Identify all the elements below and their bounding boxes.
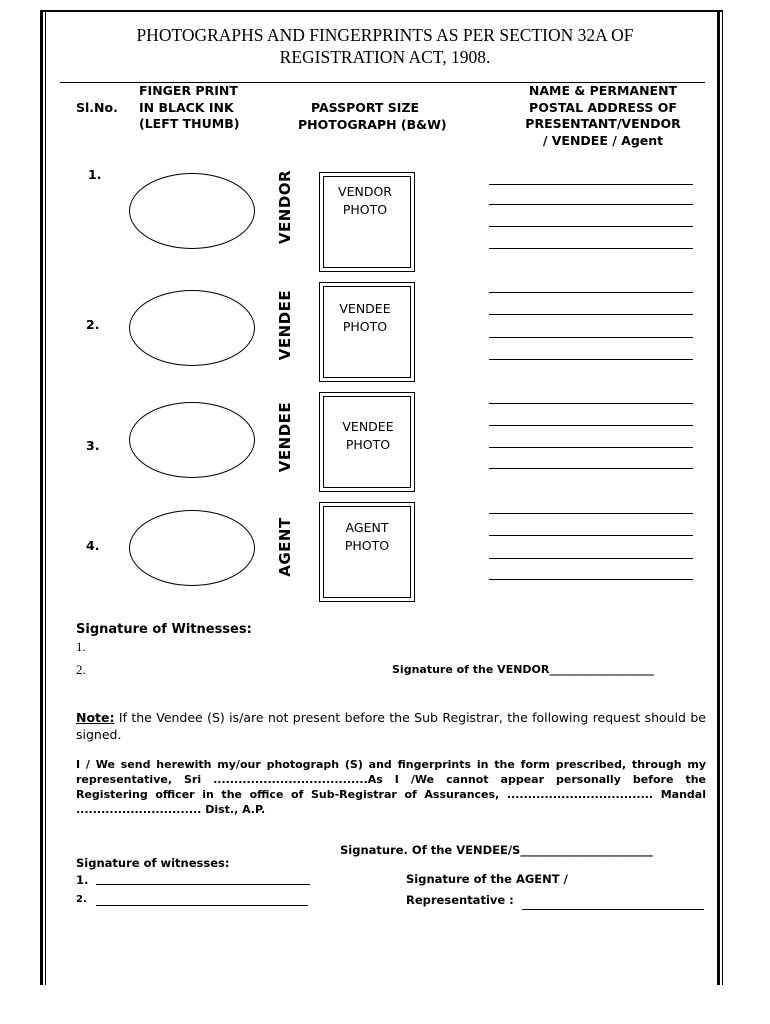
fingerprint-oval-2[interactable] — [129, 290, 255, 366]
row-2-number: 2. — [86, 317, 100, 332]
photo-box-4-text — [332, 519, 402, 554]
fingerprint-oval-3[interactable] — [129, 402, 255, 478]
address-line[interactable] — [489, 359, 693, 360]
request-paragraph: I / We send herewith my/our photograph (S) and fingerprints in the form prescribed, through my representative, Sri .....................................As I /We cannot appear personally before the Registering officer in the office of Sub-Registrar of Assurances, ................................... Mandal .............................. Dist., A.P. — [76, 758, 706, 816]
witness-2-1-line[interactable] — [96, 884, 310, 885]
page-title — [60, 24, 710, 68]
address-line[interactable] — [489, 204, 693, 205]
address-line[interactable] — [489, 513, 693, 514]
title-line-1: PHOTOGRAPHS AND FINGERPRINTS AS PER SECTION 32A OF — [136, 25, 634, 45]
photo-box-2-line-1: VENDEE — [339, 301, 391, 316]
agent-signature-line-2: Representative : — [406, 893, 514, 907]
page-frame-top — [40, 10, 723, 12]
header-photo — [298, 100, 447, 133]
header-photo-line-1: PASSPORT SIZE — [310, 100, 420, 115]
header-name-line-1: NAME & PERMANENT — [528, 83, 678, 98]
header-photo-line-2: PHOTOGRAPH (B&W) — [298, 116, 447, 132]
header-name-line-2: POSTAL ADDRESS OF — [529, 99, 677, 115]
header-fingerprint-line-2: IN BLACK INK — [139, 99, 234, 115]
row-1-number: 1. — [88, 167, 102, 182]
photo-box-4-line-1: AGENT — [345, 520, 389, 535]
photo-box-3-line-1: VENDEE — [342, 419, 394, 434]
photo-box-1-text — [330, 183, 400, 218]
address-line[interactable] — [489, 425, 693, 426]
witnesses-2-heading: Signature of witnesses: — [76, 856, 230, 870]
address-line[interactable] — [489, 447, 693, 448]
header-slno: Sl.No. — [76, 100, 118, 115]
vendee-signature[interactable]: Signature. Of the VENDEE/S_______________________ — [340, 843, 653, 857]
address-line[interactable] — [489, 579, 693, 580]
photo-box-1-line-1: VENDOR — [338, 184, 392, 199]
note-paragraph — [76, 709, 706, 743]
page-frame-right — [717, 10, 720, 985]
page-frame-left-inner — [45, 10, 46, 985]
agent-signature-line[interactable] — [522, 909, 704, 910]
address-line[interactable] — [489, 337, 693, 338]
fingerprint-oval-1[interactable] — [129, 173, 255, 249]
witnesses-heading: Signature of Witnesses: — [76, 622, 252, 637]
photo-box-3-line-2: PHOTO — [345, 436, 391, 452]
witness-2-2-line[interactable] — [96, 905, 308, 906]
photo-box-2-text — [330, 300, 400, 335]
address-line[interactable] — [489, 248, 693, 249]
row-3-role-label: VENDEE — [276, 401, 294, 473]
header-name-line-3: PRESENTANT/VENDOR — [525, 116, 681, 131]
row-4-role-label: AGENT — [276, 517, 294, 577]
address-line[interactable] — [489, 226, 693, 227]
page-frame-left — [40, 10, 43, 985]
note-text: If the Vendee (S) is/are not present before the Sub Registrar, the following request should be signed. — [76, 710, 706, 742]
note-label: Note: — [76, 710, 115, 725]
address-line[interactable] — [489, 403, 693, 404]
witness-2-1-label: 1. — [76, 873, 89, 887]
header-name-address — [518, 83, 688, 149]
address-line[interactable] — [489, 292, 693, 293]
row-2-role-label: VENDEE — [276, 289, 294, 361]
page-frame-right-inner — [722, 10, 723, 985]
header-name-line-4: / VENDEE / Agent — [542, 132, 664, 148]
row-1-role-label: VENDOR — [276, 169, 294, 245]
photo-box-2-line-2: PHOTO — [342, 318, 388, 334]
fingerprint-oval-4[interactable] — [129, 510, 255, 586]
photo-box-1-line-2: PHOTO — [342, 201, 388, 217]
photo-box-3-text — [333, 418, 403, 453]
title-line-2: REGISTRATION ACT, 1908. — [279, 47, 491, 67]
row-4-number: 4. — [86, 538, 100, 553]
address-line[interactable] — [489, 558, 693, 559]
address-line[interactable] — [489, 314, 693, 315]
address-line[interactable] — [489, 184, 693, 185]
photo-box-4-line-2: PHOTO — [344, 537, 390, 553]
witness-2-2-label: 2. — [76, 894, 87, 905]
witness-1-label: 1. — [76, 639, 86, 654]
witness-2-label: 2. — [76, 662, 86, 677]
vendor-signature[interactable]: Signature of the VENDOR___________________ — [392, 663, 654, 676]
address-line[interactable] — [489, 468, 693, 469]
header-fingerprint-line-1: FINGER PRINT — [139, 83, 238, 98]
header-fingerprint-line-3: (LEFT THUMB) — [139, 116, 240, 131]
address-line[interactable] — [489, 535, 693, 536]
header-fingerprint — [139, 83, 239, 133]
row-3-number: 3. — [86, 438, 100, 453]
agent-signature-line-1: Signature of the AGENT / — [406, 872, 568, 886]
